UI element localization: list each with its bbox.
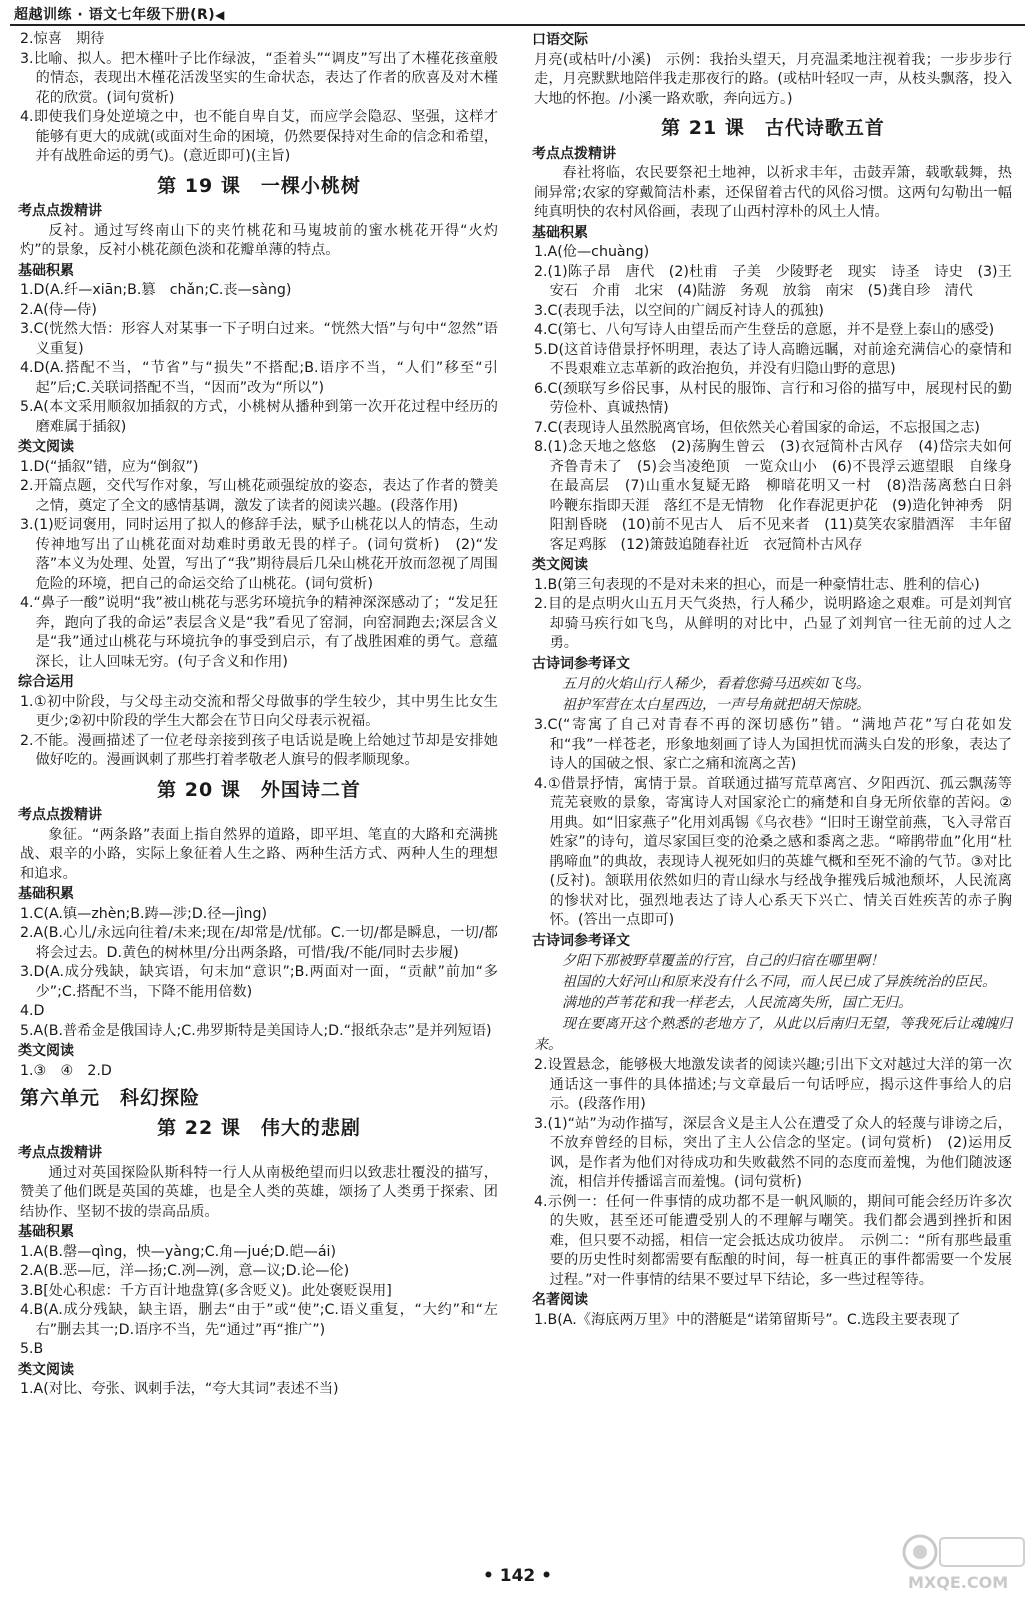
answer-item: 1.B(第三句表现的不是对未来的担心，而是一种豪情壮志、胜利的信心)	[534, 576, 980, 593]
answer-item: 1.①初中阶段，与父母主动交流和帮父母做事的学生较少，其中男生比女生更少;②初中阶段的学生大都会在节日向父母表示祝福。	[20, 693, 498, 729]
section-heading: 考点点拨精讲	[532, 145, 616, 162]
section-heading: 类文阅读	[18, 1043, 74, 1059]
answer-item: 4.“鼻子一酸”说明“我”被山桃花与恶劣环境抗争的精神深深感动了；“发足狂奔，跑向了我的命运”表层含义是“我”看见了窑洞，向窑洞跑去;深层含义是“我”通过山桃花与环境抗争的事受到启示，有了战胜困难的勇气。意蕴深长，让人回味无穷。(句子含义和作用)	[20, 595, 498, 670]
book-title: 超越训练 · 语文七年级下册(R)	[14, 7, 216, 23]
translation-line: 现在要离开这个熟悉的老地方了，从此以后南归无望，等我死后让魂魄归来。	[534, 1016, 1012, 1053]
answer-line: 1.C(A.镇—zhèn;B.踌—涉;D.径—jìng)	[20, 905, 268, 922]
answer-line: 1.A(B.罄—qìng，怏—yàng;C.角—jué;D.皑—ái)	[20, 1243, 336, 1260]
answer-item: 3.比喻、拟人。把木槿叶子比作绿波，“歪着头”“调皮”写出了木槿花孩童般的情态，表现出木槿花活泼坚实的生命状态，表达了作者的欣喜及对木槿花的欣赏。(词句赏析)	[20, 50, 498, 106]
answer-item: 4.示例一：任何一件事情的成功都不是一帆风顺的，期间可能会经历许多次的失败，甚至还可能遭受别人的不理解与嘲笑。我们都会遇到挫折和困难，但只要不动摇，相信一定会抵达成功彼岸。 示例二：“所有那些最重要的历史性时刻都需要有酝酿的时间，每一桩真正的事件都需要一个发展过程。”对一件事情的结果不要过早下结论，多一些过程等待。	[534, 1193, 1012, 1288]
lesson-title: 第 19 课 一棵小桃树	[157, 174, 361, 197]
answer-item: 3.(1)贬词褒用，同时运用了拟人的修辞手法，赋予山桃花以人的情态，生动传神地写出了山桃花面对劫难时勇敢无畏的样子。(词句赏析) (2)“发落”本义为处理、处置，写出了“我”期待晨后几朵山桃花开放而忽视了周围危险的环境，把自己的命运交给了山桃花。(词句赏析)	[20, 517, 498, 592]
svg-text:MXQE.COM: MXQE.COM	[908, 1573, 1009, 1592]
lesson-title: 第 22 课 伟大的悲剧	[157, 1116, 361, 1139]
answer-item: 7.C(表现诗人虽然脱离官场，但依然关心着国家的命运，不忘报国之志)	[534, 419, 980, 436]
section-heading: 名著阅读	[532, 1292, 588, 1308]
answer-line: 1.D(“插叙”错，应为“倒叙”)	[20, 458, 199, 475]
answer-line: 2.A(B.恶—厄，洋—扬;C.冽—洌，意—议;D.论—伦)	[20, 1263, 350, 1279]
answer-line: 4.D	[20, 1003, 45, 1019]
answer-item: 2.设置悬念，能够极大地激发读者的阅读兴趣;引出下文对越过大洋的第一次通话这一事件的具体描述;与文章最后一句话呼应，揭示这件事给人的启示。(段落作用)	[534, 1057, 1012, 1112]
answer-item: 4.①借景抒情，寓情于景。首联通过描写荒草离宫、夕阳西沉、孤云飘荡等荒芜衰败的景象，寄寓诗人对国家沦亡的痛楚和自身无所依靠的苦闷。②用典。如“旧家燕子”化用刘禹锡《乌衣巷》“旧时王谢堂前燕，飞入寻常百姓家”的诗句，道尽家国巨变的沧桑之感和黍离之悲。“啼鹃带血”化用“杜鹃啼血”的典故，表现诗人视死如归的英雄气概和至死不渝的气节。③对比(反衬)。颔联用依然如归的青山绿水与经战争摧残后城池颓坏，人民流离的惨状对比，强烈地表达了诗人心系天下兴亡、情关百姓疾苦的赤子胸怀。(答出一点即可)	[534, 775, 1012, 928]
answer-item: 5.D(这首诗借景抒怀明理，表达了诗人高瞻远瞩，对前途充满信心的豪情和不畏艰难立志革新的政治抱负，并没有归隐山野的意思)	[534, 341, 1012, 377]
section-heading: 类文阅读	[532, 557, 588, 573]
answer-line: 2.A(侍—侍)	[20, 301, 97, 318]
unit-title: 第六单元 科幻探险	[20, 1087, 201, 1109]
answer-item: 3.C(恍然大悟：形容人对某事一下子明白过来。“恍然大悟”与句中“忽然”语义重复)	[20, 321, 498, 357]
answer-line: 2.惊喜 期待	[20, 31, 105, 47]
answer-item: 8.(1)念天地之悠悠 (2)荡胸生曾云 (3)衣冠简朴古风存 (4)岱宗夫如何 齐鲁青未了 (5)会当凌绝顶 一览众山小 (6)不畏浮云遮望眼 自缘身在最高层 (7)山重水复疑无路 柳暗花明又一村 (8)浩荡离愁白日斜 吟鞭东指即天涯 落红不是无情物 化作春泥更护花 (9)造化钟神秀 阴阳割昏晓 (10)前不见古人 后不见来者 (11)莫笑农家腊酒浑 丰年留客足鸡豚 (12)箫鼓追随春社近 衣冠简朴古风存	[534, 439, 1027, 553]
explanation-paragraph: 反衬。通过写终南山下的夹竹桃花和马嵬坡前的蜜水桃花开得“火灼灼”的景象，反衬小桃花颜色淡和花瓣单薄的特点。	[20, 222, 498, 258]
section-heading: 基础积累	[18, 1224, 74, 1240]
right-column	[532, 30, 1027, 1330]
answer-item: 3.B[处心积虑：千方百计地盘算(多含贬义)。此处褒贬误用]	[20, 1282, 392, 1299]
answer-line: 1.B(A.《海底两万里》中的潜艇是“诺第留斯号”。C.选段主要表现了	[534, 1311, 961, 1328]
answer-line: 月亮(或枯叶/小溪) 示例：我抬头望天，月亮温柔地注视着我；一步步步行走，月亮默默地陪伴我走那夜行的路。(或枯叶轻叹一声，从枝头飘落，投入大地的怀抱。/小溪一路欢歌，奔向远方。)	[534, 51, 1012, 107]
triangle-icon: ◀	[215, 8, 225, 22]
translation-line: 满地的芦苇花和我一样老去，人民流离失所，国亡无归。	[562, 995, 912, 1011]
section-heading: 基础积累	[18, 262, 74, 279]
answer-item: 2.目的是点明火山五月天气炎热，行人稀少，说明路途之艰难。可是刘判官却骑马疾行如飞鸟，从鲜明的对比中，凸显了刘判官一往无前的过人之勇。	[534, 596, 1012, 651]
answer-item: 2.(1)陈子昂 唐代 (2)杜甫 子美 少陵野老 现实 诗圣 诗史 (3)王安石 介甫 北宋 (4)陆游 务观 放翁 南宋 (5)龚自珍 清代	[534, 263, 1012, 299]
explanation-paragraph: 通过对英国探险队斯科特一行人从南极绝望而归以致悲壮覆没的描写，赞美了他们既是英国的英雄，也是全人类的英雄，颂扬了人类勇于探索、团结协作、坚韧不拔的崇高品质。	[20, 1164, 498, 1220]
answer-line: 1.A(伧—chuàng)	[534, 244, 650, 260]
answer-line: 1.③ ④ 2.D	[20, 1062, 112, 1079]
explanation-paragraph: 象征。“两条路”表面上指自然界的道路，即平坦、笔直的大路和充满挑战、艰辛的小路，实际上象征着人生之路、两种生活方式、两种人生的理想和追求。	[20, 826, 498, 882]
answer-line: 5.B	[20, 1341, 44, 1357]
answer-item: 3.D(A.成分残缺，缺宾语，句末加“意识”;B.两面对一面，“贡献”前加“多少”;C.搭配不当，下降不能用倍数)	[20, 964, 498, 1000]
left-column	[20, 30, 498, 1400]
answer-item: 4.即使我们身处逆境之中，也不能自卑自艾，而应学会隐忍、坚强，这样才能够有更大的成就(或面对生命的困境，仍然要保持对生命的信念和希望，并有战胜命运的勇气)。(意近即可)(主旨)	[20, 109, 498, 164]
answer-item: 5.A(本文采用顺叙加插叙的方式，小桃树从播种到第一次开花过程中经历的磨难属于插叙)	[20, 399, 498, 435]
answer-item: 3.(1)“站”为动作描写，深层含义是主人公在遭受了众人的轻蔑与诽谤之后，不放弃曾经的目标，突出了主人公信念的坚定。(词句赏析) (2)运用反讽，是作者为他们对待成功和失败截然不同的态度而羞愧，为他们随波逐流，相信并传播谣言而羞愧。(词句赏析)	[534, 1115, 1012, 1190]
section-heading: 考点点拨精讲	[18, 203, 102, 219]
answer-item: 4.C(第七、八句写诗人由望岳而产生登岳的意愿，并不是登上泰山的感受)	[534, 322, 995, 338]
answer-line: 1.D(A.纤—xiān;B.篡 chǎn;C.丧—sàng)	[20, 282, 292, 298]
section-heading: 综合运用	[18, 674, 74, 690]
answer-item: 4.D(A.搭配不当，“节省”与“损失”不搭配;B.语序不当，“人们”移至“引起”后;C.关联词搭配不当，“因而”改为“所以”)	[20, 360, 498, 396]
translation-line: 祖护军营在太白星西边，一声号角就把胡天惊晓。	[562, 697, 870, 713]
section-heading: 口语交际	[532, 32, 588, 48]
explanation-paragraph: 春社将临，农民要祭祀土地神，以祈求丰年，击鼓弄箫，载歌载舞，热闹异常;农家的穿戴简洁朴素，还保留着古代的风俗习惯。这两句勾勒出一幅纯真明快的农村风俗画，表现了山西村淳朴的风土人情。	[534, 165, 1012, 220]
translation-line: 夕阳下那被野草覆盖的行宫，自己的归宿在哪里啊！	[562, 953, 884, 969]
translation-line: 五月的火焰山行人稀少，看着您骑马迅疾如飞鸟。	[562, 676, 870, 692]
translation-line: 祖国的大好河山和原来没有什么不同，而人民已成了异族统治的臣民。	[562, 974, 996, 990]
answer-item: 2.开篇点题，交代写作对象，写山桃花顽强绽放的姿态，表达了作者的赞美之情，奠定了全文的感情基调，激发了读者的阅读兴趣。(段落作用)	[20, 478, 498, 514]
answer-item: 2.不能。漫画描述了一位老母亲接到孩子电话说是晚上给她过节却是安排她做好吃的。漫画讽刺了那些打着孝敬老人旗号的假孝顺现象。	[20, 732, 498, 768]
section-heading: 古诗词参考译文	[532, 655, 630, 672]
answer-line: 3.C(表现手法，以空间的广阔反衬诗人的孤独)	[534, 302, 824, 319]
section-heading: 类文阅读	[18, 1361, 74, 1378]
section-heading: 类文阅读	[18, 439, 74, 455]
answer-item: 6.C(颈联写乡俗民事，从村民的服饰、言行和习俗的描写中，展现村民的勤劳俭朴、真诚热情)	[534, 380, 1012, 416]
lesson-title: 第 21 课 古代诗歌五首	[661, 117, 885, 139]
page-header	[14, 4, 225, 24]
answer-item: 2.A(B.心儿/永远向往着/未来;现在/却常是/忧郁。C.一切/都是瞬息，一切/都将会过去。D.黄色的树林里/分出两条路，可惜/我/不能/同时去步履)	[20, 925, 498, 961]
answer-item: 5.A(B.普希金是俄国诗人;C.弗罗斯特是美国诗人;D.“报纸杂志”是并列短语)	[20, 1022, 492, 1039]
section-heading: 基础积累	[18, 886, 74, 902]
header-rule	[10, 24, 1025, 26]
section-heading: 古诗词参考译文	[532, 932, 630, 949]
answer-item: 3.C(“寄寓了自己对青春不再的深切感伤”错。“满地芦花”写白花如发和“我”一样苍老，形象地刻画了诗人为国担忧而满头白发的形象，表达了诗人的国破之恨、家亡之痛和流离之苦)	[534, 717, 1012, 772]
answer-line: 1.A(对比、夸张、讽刺手法，“夸大其词”表述不当)	[20, 1381, 339, 1397]
answer-item: 4.B(A.成分残缺，缺主语，删去“由于”或“使”;C.语义重复，“大约”和“左右”删去其一;D.语序不当，先“通过”再“推广”)	[20, 1302, 498, 1338]
watermark-logo	[900, 1528, 1028, 1594]
section-heading: 考点点拨精讲	[18, 1145, 102, 1161]
lesson-title: 第 20 课 外国诗二首	[157, 778, 361, 801]
section-heading: 考点点拨精讲	[18, 807, 102, 823]
page-number: • 142 •	[482, 1566, 553, 1586]
section-heading: 基础积累	[532, 224, 588, 241]
